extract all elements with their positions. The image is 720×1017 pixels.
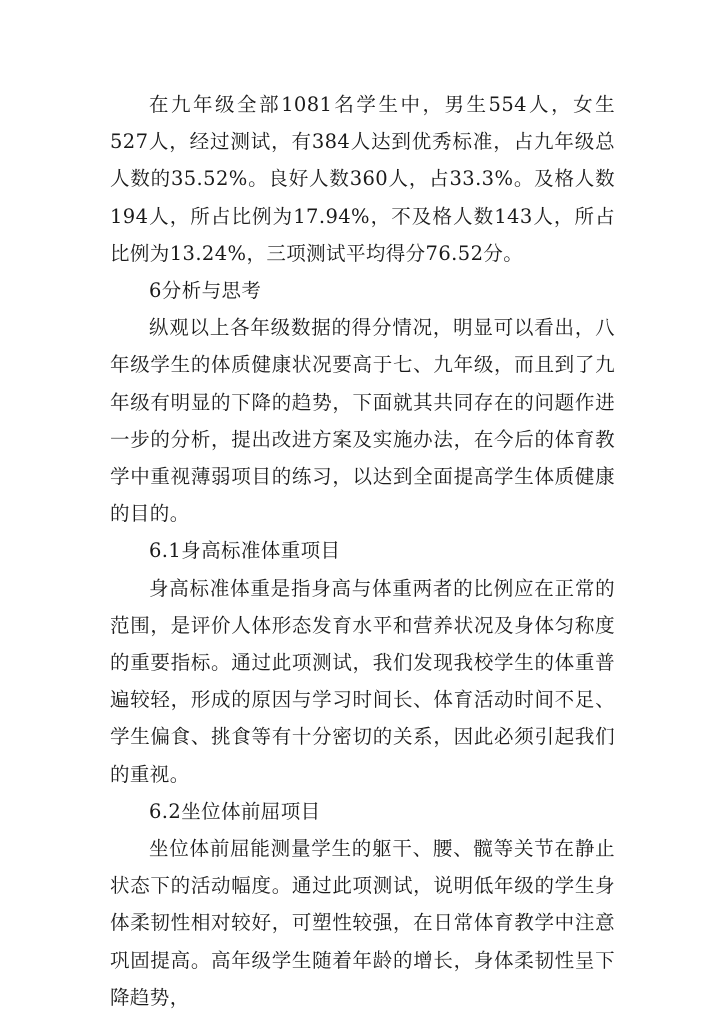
paragraph-sit-and-reach: 坐位体前屈能测量学生的躯干、腰、髋等关节在静止状态下的活动幅度。通过此项测试，说明低年级的学生身体柔韧性相对较好，可塑性较强，在日常体育教学中注意巩固提高。高年级学生随着年龄的增长，身体柔韧性呈下降趋势， [110, 837, 615, 1009]
section-heading-analysis: 6分析与思考 [149, 279, 262, 303]
section-heading-height-weight: 6.1身高标准体重项目 [149, 539, 341, 563]
paragraph-grade9-results: 在九年级全部1081名学生中，男生554人，女生527人，经过测试，有384人达到优秀标准，占九年级总人数的35.52%。良好人数360人，占33.3%。及格人数194人，所占比例为17.94%，不及格人数143人，所占比例为13.24%，三项测试平均得分76.52分。 [110, 93, 615, 265]
paragraph-height-weight: 身高标准体重是指身高与体重两者的比例应在正常的范围，是评价人体形态发育水平和营养状况及身体匀称度的重要指标。通过此项测试，我们发现我校学生的体重普遍较轻，形成的原因与学习时间长、体育活动时间不足、学生偏食、挑食等有十分密切的关系，因此必须引起我们的重视。 [110, 576, 615, 786]
document-body [110, 86, 615, 1016]
paragraph-analysis-overview: 纵观以上各年级数据的得分情况，明显可以看出，八年级学生的体质健康状况要高于七、九年级，而且到了九年级有明显的下降的趋势，下面就其共同存在的问题作进一步的分析，提出改进方案及实施办法，在今后的体育教学中重视薄弱项目的练习，以达到全面提高学生体质健康的目的。 [110, 316, 615, 526]
section-heading-sit-and-reach: 6.2坐位体前屈项目 [149, 799, 321, 823]
